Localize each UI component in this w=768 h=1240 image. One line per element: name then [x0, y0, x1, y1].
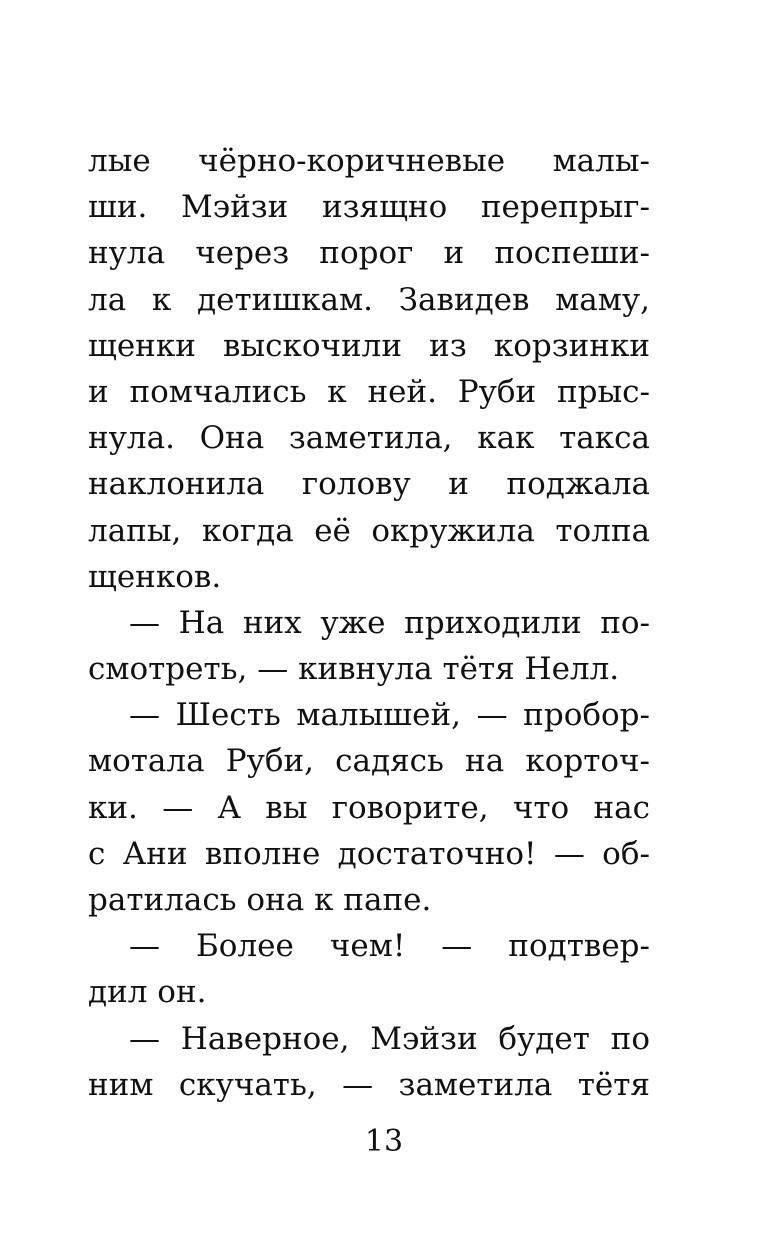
text-line: нула через порог и поспеши-	[88, 235, 650, 272]
text-line: лапы, когда её окружила толпа	[88, 512, 650, 549]
text-line: дил он.	[88, 974, 207, 1011]
text-line: ним скучать, — заметила тётя	[88, 1066, 650, 1103]
text-line: смотреть, — кивнула тётя Нелл.	[88, 651, 620, 688]
text-line: и помчались к ней. Руби прыс-	[88, 373, 650, 410]
text-line: щенков.	[88, 558, 222, 595]
text-line: нула. Она заметила, как такса	[88, 420, 650, 457]
text-line: — На них уже приходили по-	[129, 604, 650, 641]
text-line: наклонила голову и поджала	[88, 466, 650, 503]
text-line: ла к детишкам. Завидев маму,	[88, 281, 650, 318]
text-line: щенки выскочили из корзинки	[88, 327, 650, 364]
text-line: — Наверное, Мэйзи будет по	[129, 1020, 650, 1057]
text-line: ши. Мэйзи изящно перепрыг-	[88, 189, 650, 226]
text-line: ки. — А вы говорите, что нас	[88, 789, 650, 826]
body-text	[88, 138, 650, 1108]
text-line: — Шесть малышей, — пробор-	[129, 697, 650, 734]
text-line: с Ани вполне достаточно! — об-	[88, 835, 650, 872]
page-number: 13	[364, 1124, 404, 1159]
text-line: мотала Руби, садясь на корточ-	[88, 743, 650, 780]
text-line: — Более чем! — подтвер-	[129, 928, 650, 965]
text-line: лые чёрно-коричневые малы-	[88, 143, 650, 179]
text-line: ратилась она к папе.	[88, 882, 432, 918]
